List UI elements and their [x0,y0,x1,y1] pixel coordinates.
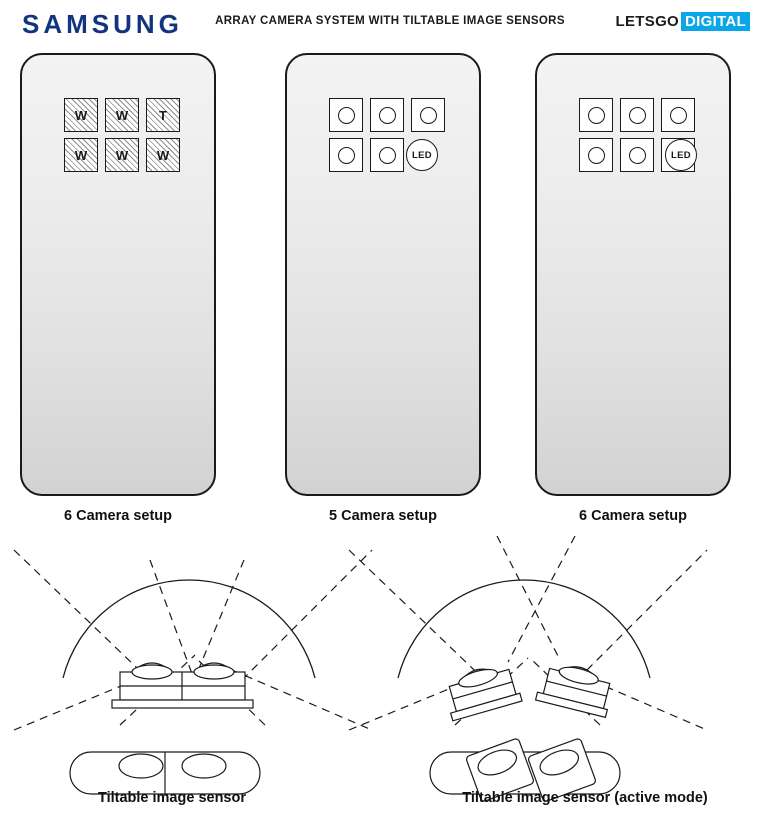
camera-cell [370,138,404,172]
camera-cell [579,138,613,172]
camera-array-1 [64,98,180,172]
watermark-text-dark: LETSGO [615,13,680,30]
letsgodigital-watermark [616,12,750,31]
camera-cell: W [64,98,98,132]
camera-cell [329,98,363,132]
camera-cell: W [105,98,139,132]
lens-icon [588,107,605,124]
camera-cell [620,138,654,172]
lens-icon [420,107,437,124]
lens-icon [379,147,396,164]
led-flash-icon: LED [406,139,438,171]
camera-cell [620,98,654,132]
camera-cell [370,98,404,132]
lens-icon [629,147,646,164]
camera-cell: W [146,138,180,172]
led-flash-icon: LED [665,139,697,171]
samsung-logo: SAMSUNG [22,9,183,39]
lens-icon [670,107,687,124]
camera-cell: T [146,98,180,132]
lens-icon [379,107,396,124]
watermark-text-blue: DIGITAL [681,12,750,31]
phone-diagram-3 [535,53,731,496]
sensor-diagram-left [14,550,372,794]
camera-cell [661,98,695,132]
camera-cell [411,98,445,132]
lens-icon [338,107,355,124]
page-title: ARRAY CAMERA SYSTEM WITH TILTABLE IMAGE SENSORS [215,15,565,27]
page-header [0,0,770,46]
tiltable-sensor-diagrams [0,530,770,823]
phone-caption-3: 6 Camera setup [579,508,687,524]
phone-diagram-1 [20,53,216,496]
camera-cell [329,138,363,172]
phone-diagram-2 [285,53,481,496]
sensor-diagram-right [349,536,707,802]
camera-cell: W [64,138,98,172]
camera-cell [579,98,613,132]
lens-icon [629,107,646,124]
lower-caption-right: Tiltable image sensor (active mode) [462,790,708,806]
lens-icon [588,147,605,164]
camera-cell: W [105,138,139,172]
lower-caption-left: Tiltable image sensor [97,790,246,806]
phone-caption-2: 5 Camera setup [329,508,437,524]
phone-caption-1: 6 Camera setup [64,508,172,524]
lens-icon [338,147,355,164]
